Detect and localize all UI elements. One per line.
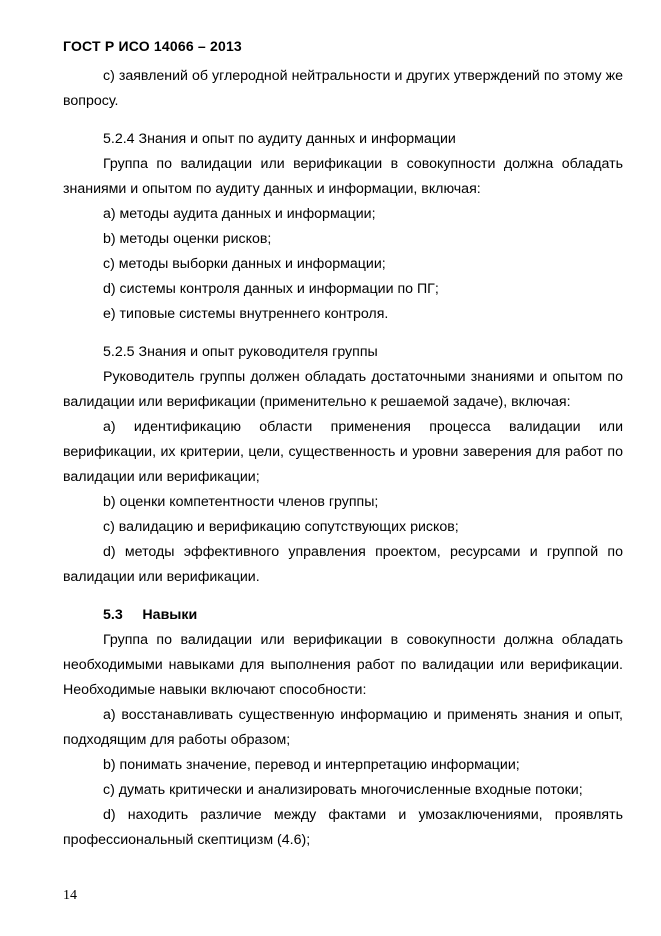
list-item-c: c) думать критически и анализировать многочисленные входные потоки; (103, 782, 583, 798)
list-item-c-claims: c) заявлений об углеродной нейтральности и других утверждений по этому же вопросу. (63, 68, 623, 109)
list-item-b: b) понимать значение, перевод и интерпретацию информации; (103, 757, 520, 773)
list-item-d: d) находить различие между фактами и умозаключениями, проявлять профессиональный скептицизм (4.6); (63, 807, 623, 848)
paragraph-5-2-4-intro: Группа по валидации или верификации в совокупности должна обладать знаниями и опытом по аудиту данных и информации, включая: (63, 156, 623, 197)
list-item-d: d) системы контроля данных и информации по ПГ; (103, 281, 439, 297)
list-item-b: b) оценки компетентности членов группы; (103, 494, 379, 510)
list-item-c: c) методы выборки данных и информации; (103, 256, 386, 272)
list-item-e: e) типовые системы внутреннего контроля. (103, 306, 389, 322)
list-item-a: a) восстанавливать существенную информацию и применять знания и опыт, подходящим для работы образом; (63, 707, 623, 748)
list-item-b: b) методы оценки рисков; (103, 231, 272, 247)
page-number: 14 (63, 888, 77, 903)
paragraph-5-3-intro: Группа по валидации или верификации в совокупности должна обладать необходимыми навыками для выполнения работ по валидации или верификации. Необходимые навыки включают способности: (63, 632, 623, 698)
list-item-c: c) валидацию и верификацию сопутствующих рисков; (103, 519, 459, 535)
section-heading-5-2-4: 5.2.4 Знания и опыт по аудиту данных и информации (103, 131, 456, 147)
list-item-d: d) методы эффективного управления проектом, ресурсами и группой по валидации или верификации. (63, 544, 623, 585)
section-heading-5-3: 5.3 Навыки (103, 607, 198, 623)
list-item-a: a) идентификацию области применения процесса валидации или верификации, их критерии, цели, существенность и уровни заверения для работ по валидации или верификации; (63, 419, 623, 485)
paragraph-5-2-5-intro: Руководитель группы должен обладать достаточными знаниями и опытом по валидации или верификации (применительно к решаемой задаче), включая: (63, 369, 623, 410)
section-heading-5-2-5: 5.2.5 Знания и опыт руководителя группы (103, 344, 378, 360)
document-body (63, 64, 623, 853)
document-header: ГОСТ Р ИСО 14066 – 2013 (63, 38, 242, 54)
list-item-a: a) методы аудита данных и информации; (103, 206, 376, 222)
